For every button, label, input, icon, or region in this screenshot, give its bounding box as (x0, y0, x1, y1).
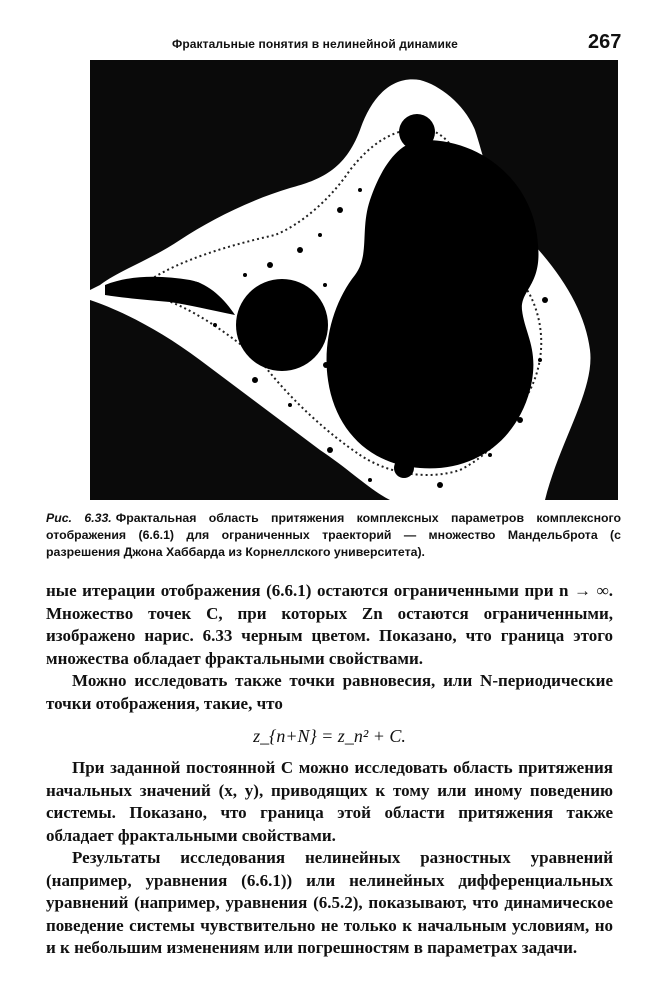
running-head: Фрактальные понятия в нелинейной динамике (172, 37, 458, 51)
bottom-bulb (394, 458, 414, 478)
caption-label: Рис. 6.33. (46, 511, 112, 525)
tail-minibrot (176, 281, 204, 295)
paragraph-2: Можно исследовать также точки равновесия, или N-периодические точки отображения, такие, что (46, 671, 613, 713)
mandelbrot-figure (90, 60, 618, 500)
paragraph-3: При заданной постоянной C можно исследовать область притяжения начальных значений (x, y), приводящих к тому или иному поведению системы. Показано, что граница этой области притяжения также обладает фрактальными свойствами. (46, 758, 613, 845)
figure-caption (46, 510, 621, 561)
top-bulb (399, 114, 435, 150)
formula: z_{n+N} = z_n² + C. (253, 726, 406, 746)
period-2-bulb (236, 279, 328, 371)
paragraph-1: ные итерации отображения (6.6.1) остаются ограниченными при n → ∞. Множество точек C, при которых Zn остаются ограниченными, изображено нарис. 6.33 черным цветом. Показано, что граница этого множества обладает фрактальными свойствами. (46, 581, 613, 668)
page-number: 267 (588, 31, 622, 53)
mandelbrot-set-image (90, 60, 618, 500)
caption-text: Фрактальная область притяжения комплексных параметров комплексного отображения (6.6.1) для ограниченных траекторий — множество Мандельброта (с разрешения Джона Хаббарда из Корнеллского университета). (46, 511, 621, 559)
body-text (46, 580, 613, 960)
paragraph-4: Результаты исследования нелинейных разностных уравнений (например, уравнения (6.6.1)) или нелинейных дифференциальных уравнений (например, уравнения (6.5.2), показывают, что динамическое поведение системы чувствительно не только к начальным условиям, но и к небольшим изменениям или погрешностям в параметрах задачи. (46, 848, 613, 957)
